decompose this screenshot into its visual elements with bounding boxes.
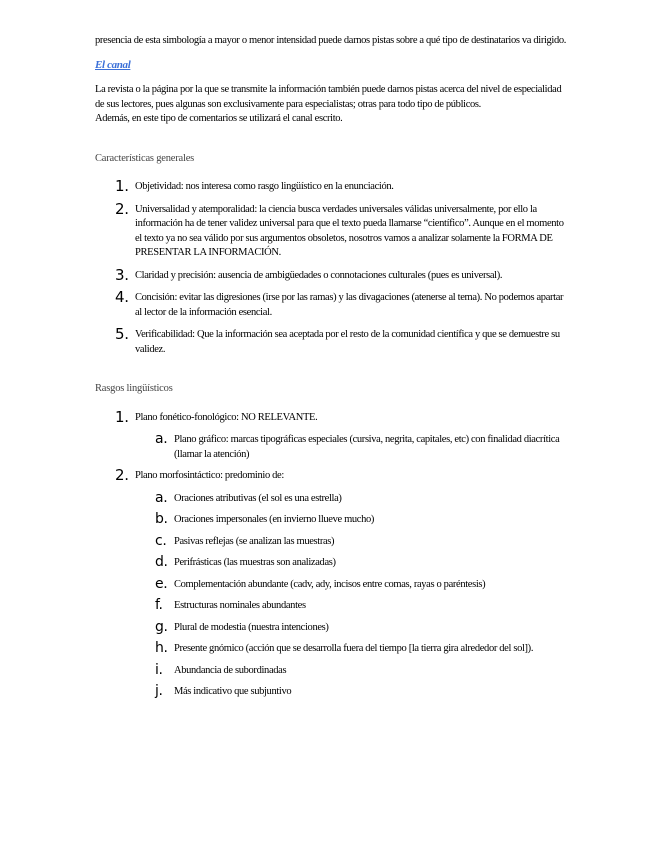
list-number: 5. <box>115 325 129 343</box>
list-number: 1. <box>115 177 129 195</box>
sub-list-item <box>95 513 570 528</box>
sub-list <box>135 433 570 462</box>
sub-item-text: Oraciones impersonales (en invierno llueve mucho) <box>174 514 375 525</box>
sub-list-item <box>95 642 570 657</box>
sub-list-letter: h. <box>155 640 168 656</box>
document-page <box>95 34 570 707</box>
list-item <box>95 199 570 261</box>
sub-item-text: Abundancia de subordinadas <box>174 664 287 676</box>
list-item <box>95 325 570 357</box>
item-text: : nos interesa como rasgo lingüístico en la enunciación. <box>180 181 394 192</box>
sub-item-text: Plural de modestia (nuestra intenciones) <box>174 621 329 633</box>
sub-list-letter: a. <box>155 489 168 506</box>
list-number: 3. <box>115 265 129 284</box>
list-item <box>95 288 570 320</box>
rasgos-list <box>95 407 570 700</box>
sub-list-letter: i. <box>155 661 163 678</box>
list-item <box>95 407 570 463</box>
sub-item-text: Pasivas reflejas (se analizan las muestras) <box>174 535 335 547</box>
item-label: Universalidad y atemporalidad <box>135 203 255 215</box>
sub-item-text: Perifrásticas (las muestras son analizadas) <box>174 557 336 568</box>
sub-list-item <box>95 575 570 593</box>
list-number: 2. <box>115 466 129 484</box>
sub-list-letter: j. <box>155 683 163 699</box>
item-text: : evitar las digresiones (irse por las ramas) y las divagaciones (atenerse al tema). No podemos apartar al lector de la información esencial. <box>135 292 564 318</box>
list-item <box>95 466 570 700</box>
sub-list-item <box>95 433 570 462</box>
sub-item-text: Estructuras nominales abundantes <box>174 600 306 611</box>
item-text: Plano morfosintáctico: predominio de: <box>135 470 284 481</box>
item-label: Concisión <box>135 292 175 303</box>
list-number: 2. <box>115 199 129 218</box>
rasgos-heading: Rasgos lingüísticos <box>95 383 173 394</box>
item-label: Verificabilidad <box>135 329 193 340</box>
sub-list-letter: c. <box>155 532 167 549</box>
list-number: 1. <box>115 407 129 426</box>
sub-item-text: Plano gráfico: marcas tipográficas especiales (cursiva, negrita, capitales, etc) con finalidad diacrítica (llamar la atención) <box>174 434 560 460</box>
item-label: Objetividad <box>135 181 181 192</box>
canal-paragraph-2: Además, en este tipo de comentarios se utilizará el canal escrito. <box>95 113 343 124</box>
sub-list-letter: e. <box>155 575 168 592</box>
sub-item-text: Complementación abundante (cadv, ady, incisos entre comas, rayas o paréntesis) <box>174 578 486 590</box>
canal-heading: El canal <box>95 58 131 71</box>
canal-paragraph-1: La revista o la página por la que se transmite la información también puede darnos pistas acerca del nivel de especialidad de sus lectores, pues algunas son exclusivamente para especialistas; otras para todo tipo de públicos. <box>95 84 562 110</box>
list-item <box>95 265 570 284</box>
list-item <box>95 177 570 195</box>
sub-list-item <box>95 618 570 636</box>
sub-item-text: Más indicativo que subjuntivo <box>174 686 292 697</box>
sub-list-item <box>95 556 570 571</box>
item-text: Plano fonético-fonológico: NO RELEVANTE. <box>135 411 318 423</box>
sub-list-letter: d. <box>155 554 168 570</box>
sub-list-letter: a. <box>155 431 168 447</box>
item-text: : la ciencia busca verdades universales válidas universalmente, por ello la información ha de tener validez universal para que el texto pueda llamarse “científico”. Aunque en el momento el texto ya no sea válido por sus argumentos obsoletos, nosotros vamos a analizar solamente la FORMA DE PRESENTAR LA INFORMACIÓN. <box>135 203 564 258</box>
caracteristicas-list <box>95 177 570 357</box>
sub-list-item <box>95 489 570 507</box>
sub-list-letter: g. <box>155 618 168 635</box>
item-label: Claridad y precisión <box>135 269 214 281</box>
sub-list <box>135 489 570 700</box>
caracteristicas-heading: Características generales <box>95 152 195 164</box>
intro-paragraph: presencia de esta simbología a mayor o menor intensidad puede darnos pistas sobre a qué tipo de destinatarios va dirigido. <box>95 35 567 46</box>
sub-item-text: Oraciones atributivas (el sol es una estrella) <box>174 492 342 504</box>
item-text: : ausencia de ambigüedades o connotaciones culturales (pues es universal). <box>213 269 503 281</box>
sub-list-item <box>95 532 570 550</box>
item-text: : Que la información sea aceptada por el resto de la comunidad científica y que se demuestre su validez. <box>135 329 560 355</box>
sub-list-item <box>95 661 570 679</box>
list-number: 4. <box>115 288 129 306</box>
sub-item-text: Presente gnómico (acción que se desarrolla fuera del tiempo [la tierra gira alrededor del sol]). <box>174 643 534 654</box>
sub-list-item <box>95 685 570 700</box>
sub-list-letter: b. <box>155 511 168 527</box>
sub-list-item <box>95 599 570 614</box>
sub-list-letter: f. <box>155 597 163 613</box>
